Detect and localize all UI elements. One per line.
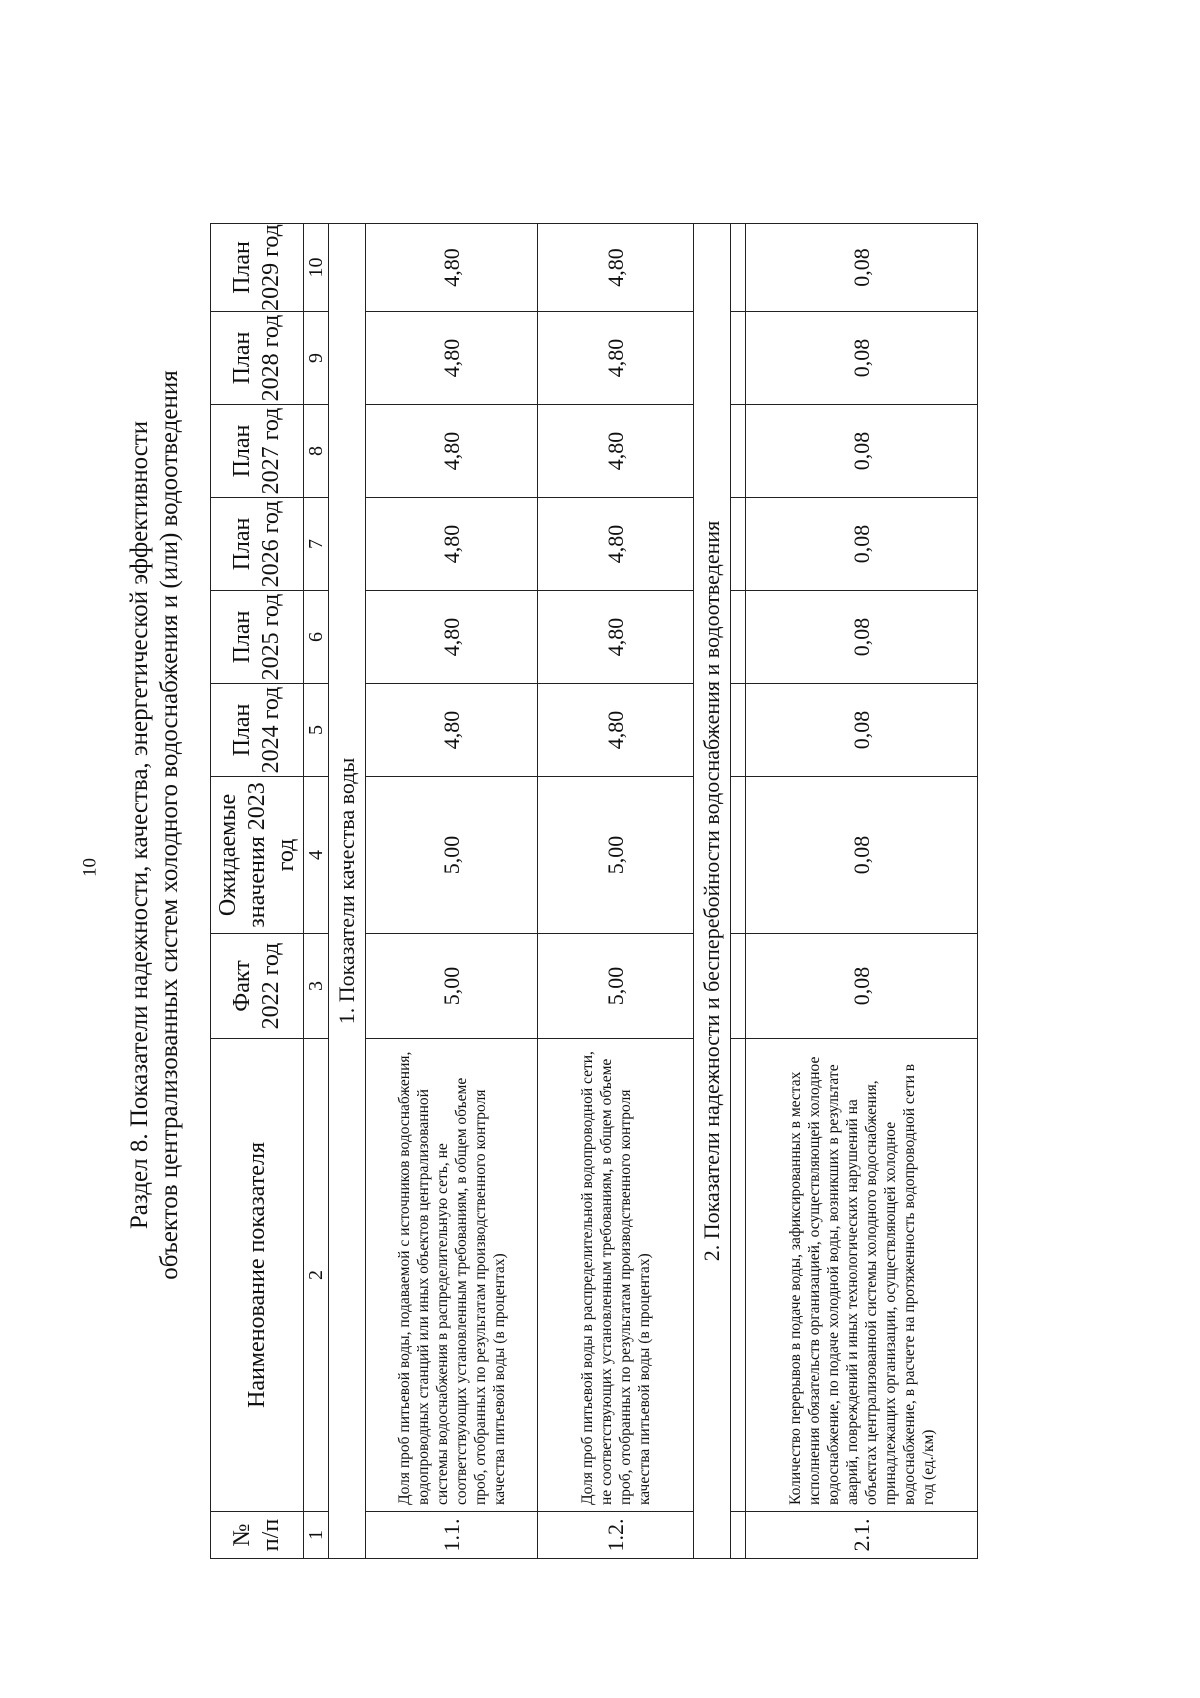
section-header-row [329,224,366,1559]
header-cell-plan-2029: План 2029 год [211,224,304,312]
header-cell-plan-2028: План 2028 год [211,312,304,405]
table-row [746,224,978,1559]
value-cell: 0,08 [746,934,978,1039]
column-number: 9 [304,312,329,405]
column-number: 3 [304,934,329,1039]
rotated-document [125,91,1065,1559]
table-row [538,224,694,1559]
column-number: 7 [304,498,329,591]
value-cell: 4,80 [538,591,694,684]
value-cell: 5,00 [538,777,694,934]
page-number: 10 [79,858,101,877]
header-cell-plan-2024: План 2024 год [211,684,304,777]
indicator-name: Доля проб питьевой воды, подаваемой с источников водоснабжения, водопроводных станций или иных объектов централизованной системы водоснабжения в распределительную сеть, не соответствующих установленным требованиям, в общем объеме проб, отобранных по результатам производственного контроля качества питьевой воды (в процентах) [366,1039,538,1512]
value-cell: 4,80 [366,591,538,684]
value-cell: 4,80 [366,684,538,777]
value-cell: 0,08 [746,312,978,405]
column-number: 8 [304,405,329,498]
header-cell-name: Наименование показателя [211,1039,304,1512]
value-cell: 4,80 [366,405,538,498]
value-cell: 4,80 [538,498,694,591]
value-cell: 0,08 [746,777,978,934]
spacer-row [731,224,746,1559]
header-cell-fact-2022: Факт 2022 год [211,934,304,1039]
section-title-quality: 1. Показатели качества воды [329,224,366,1559]
value-cell: 4,80 [366,312,538,405]
value-cell: 0,08 [746,684,978,777]
value-cell: 4,80 [538,405,694,498]
row-number: 1.1. [366,1512,538,1559]
indicator-name: Количество перерывов в подаче воды, зафиксированных в местах исполнения обязательств организацией, осуществляющей холодное водоснабжение, по подаче холодной воды, возникших в результате аварий, повреждений и иных технологических нарушений на объектах централизованной системы холодного водоснабжения, принадлежащих организации, осуществляющей холодное водоснабжение, в расчете на протяженность водопроводной сети в год (ед./км) [746,1039,978,1512]
header-cell-plan-2026: План 2026 год [211,498,304,591]
section-header-row [694,224,731,1559]
value-cell: 0,08 [746,224,978,312]
section-title-line-2: объектов централизованных систем холодного водоснабжения и (или) водоотведения [156,370,183,1280]
section-title-reliability: 2. Показатели надежности и бесперебойности водоснабжения и водоотведения [694,224,731,1559]
section-title-line-1: Раздел 8. Показатели надежности, качества, энергетической эффективности [126,420,153,1230]
value-cell: 4,80 [538,224,694,312]
indicators-table [210,223,978,1559]
value-cell: 4,80 [538,312,694,405]
value-cell: 4,80 [366,498,538,591]
column-number: 6 [304,591,329,684]
indicator-name: Доля проб питьевой воды в распределительной водопроводной сети, не соответствующих установленным требованиям, в общем объеме проб, отобранных по результатам производственного контроля качества питьевой воды (в процентах) [538,1039,694,1512]
value-cell: 4,80 [366,224,538,312]
column-number: 4 [304,777,329,934]
value-cell: 0,08 [746,591,978,684]
value-cell: 5,00 [538,934,694,1039]
header-cell-plan-2027: План 2027 год [211,405,304,498]
header-cell-expected-2023: Ожидаемые значения 2023 год [211,777,304,934]
value-cell: 5,00 [366,934,538,1039]
column-number: 5 [304,684,329,777]
column-number: 10 [304,224,329,312]
column-number: 2 [304,1039,329,1512]
header-cell-plan-2025: План 2025 год [211,591,304,684]
table-row [366,224,538,1559]
table-header-row [211,224,304,1559]
row-number: 2.1. [746,1512,978,1559]
header-cell-number: № п/п [211,1512,304,1559]
value-cell: 5,00 [366,777,538,934]
column-number-row [304,224,329,1559]
value-cell: 0,08 [746,405,978,498]
value-cell: 4,80 [538,684,694,777]
row-number: 1.2. [538,1512,694,1559]
value-cell: 0,08 [746,498,978,591]
column-number: 1 [304,1512,329,1559]
